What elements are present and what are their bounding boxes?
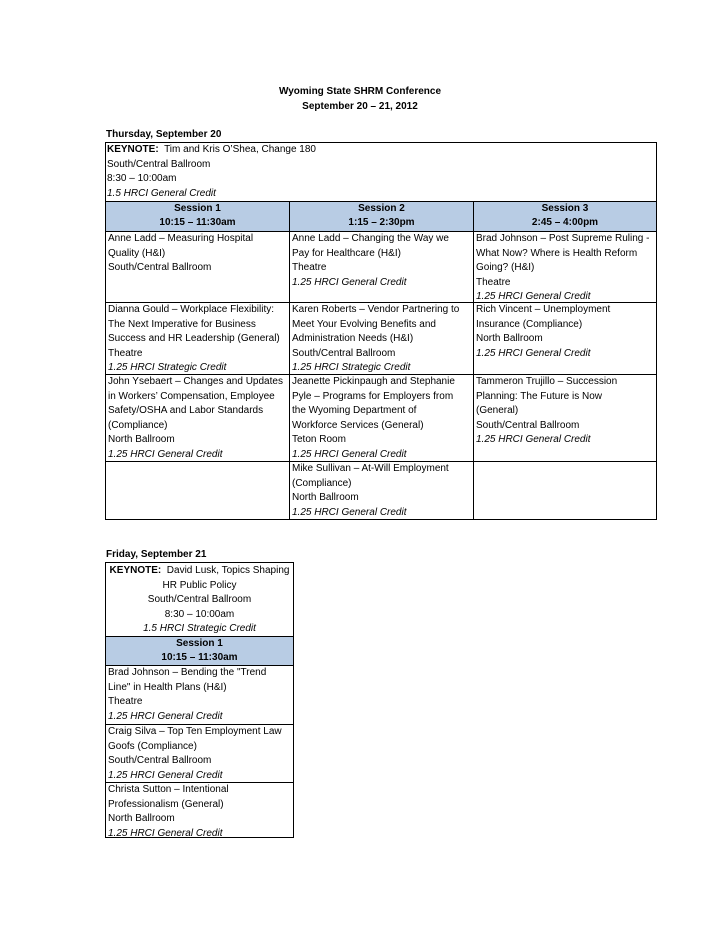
session-text-line: (Compliance) [108,419,168,431]
session-text-line: The Next Imperative for Business [108,318,256,330]
session-cell [473,302,656,374]
keynote-room: South/Central Ballroom [147,594,252,605]
session-credit: 1.25 HRCI General Credit [292,506,407,518]
session-header-cell [106,202,289,231]
session-text-line: in Workers’ Compensation, Employee [108,390,275,402]
session-credit: 1.25 HRCI General Credit [292,448,407,460]
session-cell [289,302,473,374]
conference-title: Wyoming State SHRM Conference [278,86,442,97]
session-cell [473,374,656,461]
session-text-line: Brad Johnson – Post Supreme Ruling - [476,233,650,244]
keynote-room: South/Central Ballroom [107,158,211,170]
thursday-heading: Thursday, September 20 [106,129,222,140]
session-cell [289,461,473,519]
keynote-credit: 1.5 HRCI General Credit [107,187,216,199]
session-text-line: Tammeron Trujillo – Succession [476,376,618,387]
session-cell [106,232,289,302]
session-text-line: Brad Johnson – Bending the "Trend [108,667,267,678]
session-credit: 1.25 HRCI General Credit [108,448,223,460]
session-text-line: Karen Roberts – Vendor Partnering to [292,304,460,315]
session-text-line: North Ballroom [108,434,175,445]
session-text-line: Safety/OSHA and Labor Standards [108,405,264,416]
session-time: 2:45 – 4:00pm [531,217,599,228]
keynote-speaker: Tim and Kris O’Shea, Change 180 [164,144,316,155]
session-cell [106,666,293,724]
session-text-line: North Ballroom [108,813,175,824]
session-time: 1:15 – 2:30pm [348,217,415,228]
session-text-line: South/Central Ballroom [292,347,396,359]
session-text-line: Insurance (Compliance) [476,318,583,330]
session-credit: 1.25 HRCI Strategic Credit [108,362,227,373]
session-text-line: Craig Silva – Top Ten Employment Law [108,726,282,737]
session-name: Session 3 [541,203,589,214]
session-name: Session 1 [176,638,223,649]
session-credit: 1.25 HRCI General Credit [476,347,591,359]
session-header-cell [289,202,473,231]
keynote-label: KEYNOTE: [107,144,159,155]
thursday-session-header [106,201,656,232]
keynote-time: 8:30 – 10:00am [164,608,235,620]
session-text-line: Mike Sullivan – At-Will Employment [292,463,449,474]
session-text-line: Meet Your Evolving Benefits and [292,318,436,330]
session-time: 10:15 – 11:30am [159,217,236,228]
session-text-line: Administration Needs (H&I) [292,333,414,344]
session-text-line: Pay for Healthcare (H&I) [292,247,401,259]
session-text-line: South/Central Ballroom [108,262,212,273]
session-cell [473,232,656,302]
session-text-line: (Compliance) [292,477,352,489]
session-text-line: Jeanette Pickinpaugh and Stephanie [292,376,455,387]
session-text-line: Workforce Services (General) [292,419,424,431]
keynote-time: 8:30 – 10:00am [107,173,177,184]
session-text-line: Theatre [292,262,327,273]
session-text-line: Rich Vincent – Unemployment [476,304,611,315]
session-text-line: the Wyoming Department of [292,405,417,416]
session-time: 10:15 – 11:30am [161,652,238,663]
session-credit: 1.25 HRCI General Credit [108,827,223,837]
friday-heading: Friday, September 21 [106,549,207,560]
session-cell [106,302,289,374]
session-text-line: Line" in Health Plans (H&I) [108,681,227,693]
thursday-keynote [107,143,316,201]
session-credit: 1.25 HRCI General Credit [476,291,591,302]
session-text-line: South/Central Ballroom [108,755,212,766]
session-text-line: Planning: The Future is Now [476,390,602,402]
friday-session-header [106,636,293,666]
session-text-line: Professionalism (General) [108,798,224,810]
session-text-line: Teton Room [292,434,346,445]
session-text-line: Theatre [108,347,143,359]
session-text-line: South/Central Ballroom [476,419,580,431]
keynote-topic: HR Public Policy [162,579,237,591]
session-text-line: Goofs (Compliance) [108,740,197,752]
friday-keynote [106,564,293,637]
session-credit: 1.25 HRCI General Credit [476,434,591,445]
session-text-line: Success and HR Leadership (General) [108,333,280,344]
session-cell [106,461,289,519]
session-name: Session 2 [358,203,405,214]
session-text-line: Anne Ladd – Changing the Way we [292,233,449,244]
session-credit: 1.25 HRCI General Credit [292,276,407,288]
thursday-session-grid [106,232,656,519]
session-text-line: North Ballroom [476,333,543,344]
session-text-line: Pyle – Programs for Employers from [292,390,454,402]
session-text-line: Dianna Gould – Workplace Flexibility: [108,304,275,315]
session-credit: 1.25 HRCI General Credit [108,769,223,781]
session-cell [289,232,473,302]
friday-session-grid [106,666,293,837]
session-cell [473,461,656,519]
keynote-label: KEYNOTE: [109,565,162,576]
session-header-cell [473,202,656,231]
conference-dates: September 20 – 21, 2012 [302,101,418,112]
session-credit: 1.25 HRCI Strategic Credit [292,362,411,373]
friday-schedule-table [105,562,294,838]
session-text-line: What Now? Where is Health Reform [476,247,638,259]
session-cell [106,374,289,461]
session-text-line: North Ballroom [292,492,359,503]
session-credit: 1.25 HRCI General Credit [108,710,223,722]
session-text-line: John Ysebaert – Changes and Updates [108,376,283,387]
session-cell [106,724,293,782]
keynote-credit: 1.5 HRCI Strategic Credit [143,623,256,634]
session-text-line: Anne Ladd – Measuring Hospital [108,233,254,244]
keynote-speaker: David Lusk, Topics Shaping [166,565,290,576]
session-name: Session 1 [174,203,221,214]
session-text-line: Christa Sutton – Intentional [108,784,229,795]
thursday-schedule-table [105,142,657,520]
session-text-line: Theatre [476,276,511,288]
session-cell [289,374,473,461]
session-text-line: (General) [476,405,519,416]
session-text-line: Going? (H&I) [476,262,535,273]
session-text-line: Theatre [108,696,143,707]
session-text-line: Quality (H&I) [108,247,166,259]
session-cell [106,782,293,837]
